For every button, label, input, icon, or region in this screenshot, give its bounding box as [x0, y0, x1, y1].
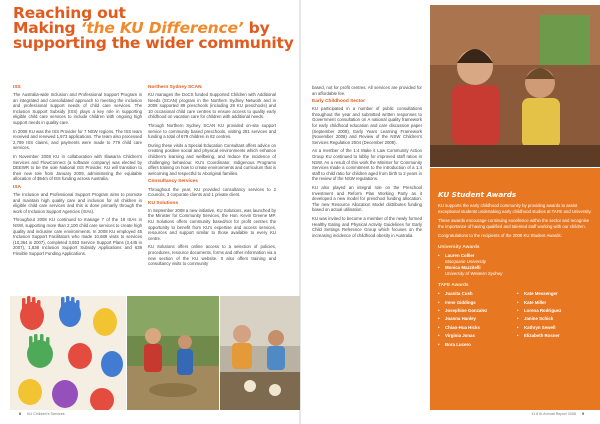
- list-item: [438, 253, 592, 265]
- recipient-name: • Lauren Collier: [445, 252, 475, 258]
- children-at-table-illustration: [220, 296, 300, 410]
- tafe-awards-list-right: [517, 291, 592, 350]
- text-column-1: [13, 85, 142, 260]
- heading-line-1: Reaching out: [13, 4, 126, 22]
- heading-line-3: supporting the wider community: [13, 34, 294, 52]
- handprints-illustration: [10, 296, 126, 410]
- paragraph: Through Northern Sydney SCAN KU provided on-site support service to community based preschools, visiting 281 services and funding a total of 679 children in 82 centres.: [148, 123, 276, 140]
- list-item: [438, 265, 592, 277]
- paragraph: Throughout 2008 KU continued to manage 7 of the 18 ISAs in NSW, supporting more than 2,100 child care services to create high quality and inclusive care environments. In 2008 KU employed 45 Inclusion Support Facilitators who made 10,689 visits to services (10,364 in 2007), completed 3,653 Service Support Plans (3,445 in 2007), 1,838 Inclusion Support Subsidy Applications and 639 Flexible Support Funding Applications.: [13, 217, 142, 257]
- recipient-school: Macquarie University: [445, 258, 486, 264]
- paragraph: KU Solutions offers online access to a selection of policies, procedures, resource documents, forms and other information via a new section of the KU website. It also offers training and consultancy visits to community: [148, 244, 277, 267]
- awards-paragraph: KU supports the early childhood community by providing awards to assist exceptional students undertaking early childhood studies at TAFE and University.: [438, 203, 592, 214]
- tafe-awards-list-left: [438, 291, 513, 350]
- photo-painted-handprints: [10, 296, 126, 410]
- section-heading-isa: ISA: [13, 185, 21, 190]
- list-item: • Chiao-Hua Hicks: [438, 325, 513, 331]
- section-heading-ku-solutions: KU Solutions: [148, 200, 179, 206]
- list-item: • Kathryn Sewell: [517, 325, 592, 331]
- paragraph: KU manages the DoCS funded Supported Children with Additional Needs (SCAN) program in the Northern Sydney Network and in 2008 supported 89 preschools (including 28 KU preschools) and 10 occasional child care centres to ensure access to quality early childhood on vacation care for children with additional needs.: [148, 92, 276, 120]
- heading-line-2-emphasis: ‘the KU Difference’: [80, 19, 244, 37]
- paragraph: based, not for profit centres. All services are provided for an affordable fee.: [312, 85, 422, 96]
- list-item: • Lorena Rodriguez: [517, 308, 592, 314]
- paragraph: In November 2008 KU in collaboration with Illawarra Children's Services and FlowConnect (a software company) was elected by DEEWR to be the sole National ISS Provider. KU will transition to their new role from January 2009, administering the equitable allocation of $54m of ISS funding across Australia.: [13, 154, 142, 182]
- heading-line-2-pre: Making: [13, 19, 81, 37]
- footer-right: [531, 412, 590, 416]
- footer-left: [13, 412, 65, 416]
- footer-right-text: 11 8 th Annual Report 2008: [531, 412, 576, 416]
- awards-paragraph: Congratulations to the recipients of the 2008 KU Student Awards:: [438, 233, 562, 238]
- paragraph: As a member of the 1:4 Make it Law Community Action Group KU continued to lobby for improved staff ratios in NSW. As a result of this work the Minister for Community Services made a commitment to the introduction of a 1:4 staff to child ratio for children aged from birth to 2 years in the review of the NSW regulations.: [312, 148, 422, 182]
- awards-title: KU Student Awards: [438, 190, 517, 199]
- paragraph: The Australia-wide Inclusion and Professional Support Program is an integrated and consolidated approach to meeting the inclusion and professional support needs of child care services. The Inclusion Support Subsidy (ISS) plays a key role in supporting eligible child care services to include children with ongoing high support needs in quality care.: [13, 92, 142, 126]
- photo-children-playing: [127, 296, 219, 410]
- paragraph: In September 2008 a new initiative, KU Solutions, was launched by the Minister for Community Services, the Hon. Kevin Greene MP. KU Solutions offers community based/not for profit centres the opportunity to benefit from KU's expertise and access services, resources and support similar to those available to every KU centre.: [148, 207, 276, 241]
- photo-children-group: [430, 5, 600, 167]
- heading-line-2-post: by: [243, 19, 270, 37]
- text-column-2: [148, 85, 276, 270]
- section-heading-iss: ISS: [13, 85, 21, 90]
- photo-children-at-table: [220, 296, 300, 410]
- list-item: • Joanna Hanley: [438, 316, 513, 322]
- list-item: • Irene Giddings: [438, 300, 513, 306]
- list-item: • Kate Miller: [517, 300, 592, 306]
- recipient-name: • Monica Mazzitelli: [445, 264, 481, 270]
- footer-left-text: KU Children's Services: [27, 412, 65, 416]
- paragraph: KU was invited to become a member of the newly formed Healthy Eating and Physical Activity Guidelines for Early Child Settings Reference Group which focuses on the increasing incidence of childhood obesity in Australia.: [312, 215, 422, 238]
- paragraph: In 2008 KU was the ISS Provider for 7 NSW regions. The ISS team received and renewed 1,973 applications. The team also processed 2,789 ISS claims, and payments were made to 779 child care services.: [13, 128, 142, 151]
- page-heading: [13, 6, 303, 51]
- list-item: • Virginia Jonas: [438, 333, 513, 339]
- list-item: • Juanita Cush: [438, 291, 513, 297]
- paragraph: Throughout the year, KU provided consultancy services to 2 Councils, 3 corporate clients and 1 private client.: [148, 186, 276, 198]
- paragraph: KU also played an integral role on the Preschool Investment and Reform Plan Working Party as it developed a new model for preschool funding allocation. The new Resource Allocation Model distributes funding based on actual utilisation.: [312, 185, 422, 213]
- tafe-awards-heading: TAFE Awards: [438, 283, 469, 289]
- list-item: • Josephine Gonzalez: [438, 308, 513, 314]
- university-awards-heading: University Awards: [438, 244, 480, 250]
- recipient-school: University of Western Sydney: [445, 271, 503, 277]
- section-heading-consultancy: Consultancy Services: [148, 179, 198, 185]
- section-heading-scan: Northern Sydney SCAN: [148, 85, 202, 90]
- list-item: • Kate Messenger: [517, 291, 592, 297]
- awards-paragraph: These awards encourage continuing excellence within the sector and recognise the importance of having qualified and talented staff working with our children.: [438, 218, 590, 229]
- text-column-3: [312, 85, 422, 241]
- page-number-right: 9: [581, 412, 584, 416]
- paragraph: KU participated in a number of public consultations throughout the year and submitted written responses to Government consultation on A national quality framework for early childhood education and care discussion paper (September 2008), Early Years Learning Framework (November 2008) and Review of the NSW Children's Services Regulation 2004 (December 2008).: [312, 106, 422, 145]
- paragraph: During these visits a Special Education Consultant offers advice on creating positive social and physical environments which enhance children's learning and wellbeing, and reduce the incidence of challenging behaviour. KU's Coordinator, Indigenous Programs offers training on how to create environments and curriculum that is welcoming and respectful to Aboriginal families.: [148, 142, 276, 176]
- tafe-awards-lists: [438, 291, 592, 350]
- children-playing-illustration: [127, 296, 219, 410]
- children-group-illustration: [430, 5, 600, 167]
- paragraph: The Inclusion and Professional Support Program aims to promote and maintain high quality care and inclusion for all children in eligible child care services and this is done primarily through the work of Inclusion Support Agencies (ISAs).: [13, 192, 142, 214]
- student-awards-panel: [430, 168, 600, 410]
- section-heading-early-childhood: Early Childhood Sector: [312, 99, 366, 105]
- university-awards-list: [438, 253, 592, 278]
- page-number-left: 8: [19, 412, 22, 416]
- list-item: • Elizabeth Rosner: [517, 333, 592, 339]
- list-item: • Janine Schick: [517, 316, 592, 322]
- list-item: • Bora Lucero: [438, 342, 513, 348]
